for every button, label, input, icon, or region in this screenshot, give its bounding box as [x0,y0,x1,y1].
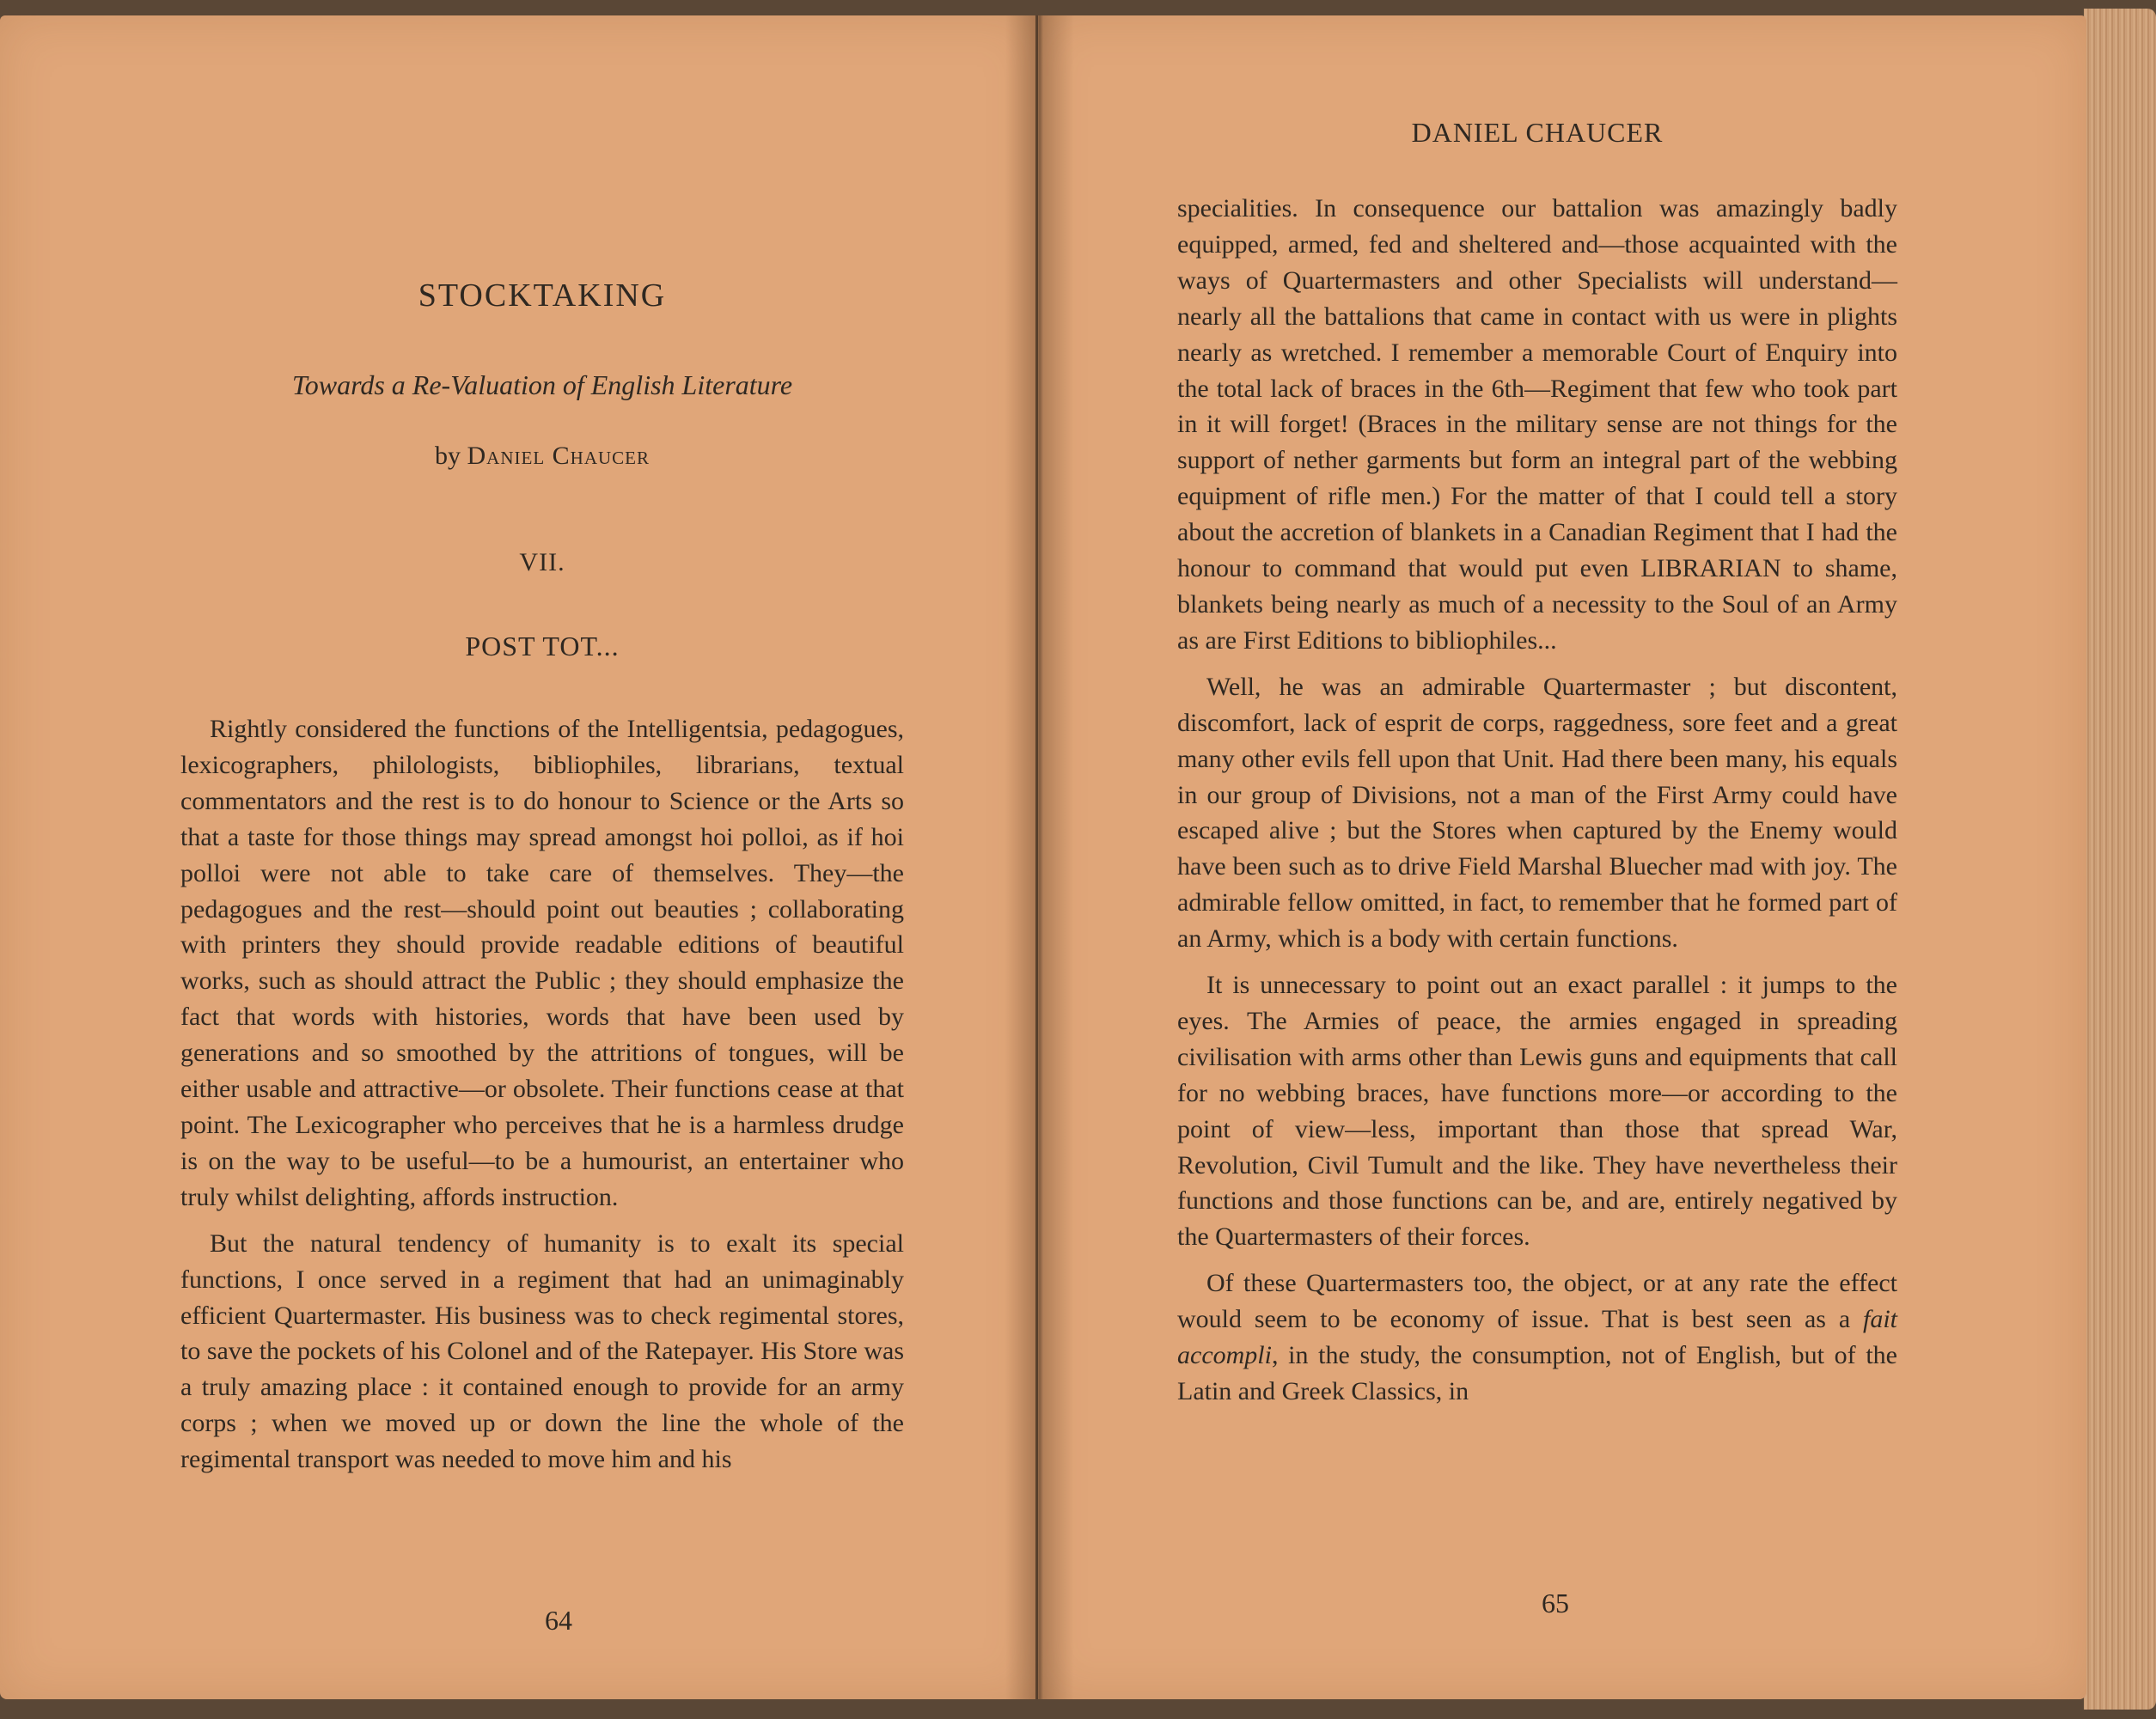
paragraph-text: Of these Quartermasters too, the object, or at any rate the effect would seem to be economy of issue. That is best seen as a [1177,1269,1897,1334]
byline [180,442,904,471]
section-number: VII. [519,548,565,576]
page-edges [2084,9,2156,1710]
section-title: POST TOT... [465,631,620,661]
paragraph: Rightly considered the functions of the Intelligentsia, pedagogues, lexicographers, philologists, bibliophiles, librarians, textual commentators and the rest is to do honour to Science or the Arts so that a taste for those things may spread amongst hoi polloi, as if hoi polloi were not able to take care of themselves. They—the pedagogues and the rest—should point out beauties ; collaborating with printers they should provide readable editions of beautiful works, such as should attract the Public ; they should emphasize the fact that words with histories, words that have been used by generations and so smoothed by the attritions of tongues, will be either usable and attractive—or obsolete. Their functions cease at that point. The Lexicographer who perceives that he is a harmless drudge is on the way to be useful—to be a humourist, an entertainer who truly whilst delighting, affords instruction. [180,715,904,1211]
page-number-right: 65 [1542,1588,1569,1618]
right-body-text [1177,191,1897,1410]
page-number-left: 64 [545,1605,572,1636]
paragraph [1177,1265,1897,1410]
paragraph: specialities. In consequence our battalion was amazingly badly equipped, armed, fed and sheltered and—those acquainted with the ways of Quartermasters and other Specialists will understand—nearly all the battalions that came in contact with us were in plights nearly as wretched. I remember a memorable Court of Enquiry into the total lack of braces in the 6th—Regiment that few who took part in it will forget! (Braces in the military sense are not things for the support of nether garments but form an integral part of the webbing equipment of rifle men.) For the matter of that I could tell a story about the accretion of blankets in a Canadian Regiment that I had the honour to command that would put even LIBRARIAN to shame, blankets being nearly as much of a necessity to the Soul of an Army as are First Editions to bibliophiles... [1177,194,1897,655]
article-subtitle: Towards a Re-Valuation of English Literature [291,369,793,400]
italic-phrase: fait accompli [1177,1305,1897,1370]
paragraph: Well, he was an admirable Quartermaster ; but discontent, discomfort, lack of esprit de corps, raggedness, sore feet and a great many other evils fell upon that Unit. Had there been many, his equals in our group of Divisions, not a man of the First Army could have escaped alive ; but the Stores when captured by the Enemy would have been such as to drive Field Marshal Bluecher mad with joy. The admirable fellow omitted, in fact, to remember that he formed part of an Army, which is a body with certain functions. [1177,672,1897,954]
paragraph-text: , in the study, the consumption, not of English, but of the Latin and Greek Classics, in [1177,1341,1897,1405]
byline-author: Daniel Chaucer [467,442,650,470]
left-body-text [180,711,904,1478]
byline-prefix: by [435,442,461,470]
paragraph: It is unnecessary to point out an exact parallel : it jumps to the eyes. The Armies of peace, the armies engaged in spreading civilisation with arms other than Lewis guns and equipments that call for no webbing braces, have functions more—or according to the point of view—less, important than those that spread War, Revolution, Civil Tumult and the like. They have nevertheless their functions and those functions can be, and are, entirely negatived by the Quartermasters of their forces. [1177,971,1897,1252]
running-head: DANIEL CHAUCER [1411,117,1664,148]
article-title: STOCKTAKING [418,277,667,314]
paragraph: But the natural tendency of humanity is to exalt its special functions, I once served in a regiment that had an unimaginably efficient Quartermaster. His business was to check regimental stores, to save the pockets of his Colonel and of the Ratepayer. His Store was a truly amazing place : it contained enough to provide for an army corps ; when we moved up or down the line the whole of the regimental transport was needed to move him and his [180,1228,904,1474]
